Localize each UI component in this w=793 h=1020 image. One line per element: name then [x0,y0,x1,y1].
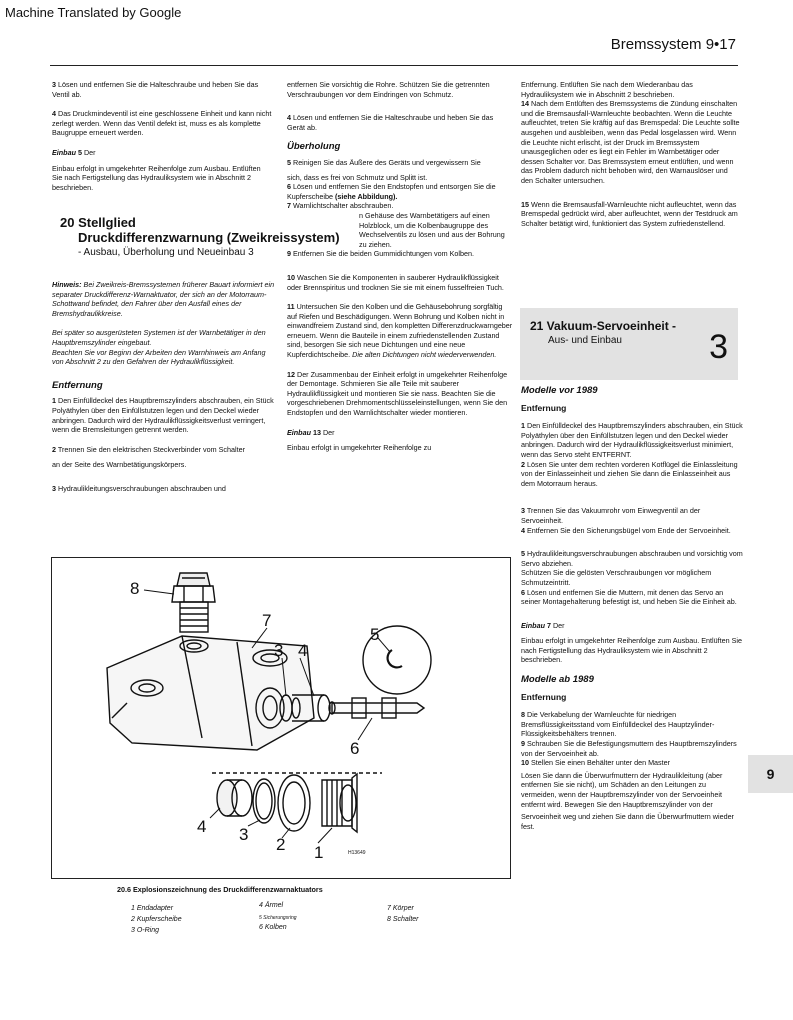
legend-item: 3 O-Ring [131,927,160,934]
step-number: 4 [287,113,291,123]
step-number: 10 [521,758,529,768]
step-number: 10 [287,272,295,282]
section-21-heading [520,308,738,380]
paragraph: Entfernen Sie den Sicherungsbügel vom Ende der Servoeinheit. [525,525,731,535]
paragraph: Servoeinheit weg und ziehen Sie dann die Überwurfmuttern wieder fest. [521,812,734,831]
figure-exploded-view [51,557,511,879]
legend-item: 1 Endadapter [131,905,174,912]
paragraph: Den Einfülldeckel des Hauptbremszylinders abschrauben, ein Stück Polyäthylen über den Einfüllstutzen legen und den Deckel wieder anbringen. Dadurch wird der Hydraulikflüssigkeitsverlust verringert, wenn die Bremsleitungen getrennt werden. [52,396,274,435]
paragraph: Lösen Sie dann die Überwurfmuttern der Hydraulikleitung (aber entfernen Sie sie nicht), um Schäden an den Leitungen zu vermeiden, wenn der Hauptbremszylinder von der Servoeinheit entfernt wird. Bewegen Sie den Hauptbremszylinder von der [521,770,723,809]
step-number: 2 [521,459,525,469]
step-number: 3 [52,80,56,89]
page-header: Bremssystem 9•17 [610,36,736,53]
paragraph: Entfernen Sie die beiden Gummidichtungen vom Kolben. [291,249,474,259]
chapter-tab: 9 [748,755,793,793]
step-number: 11 [287,302,295,312]
paragraph: Schrauben Sie die Befestigungsmuttern des Hauptbremszylinders von der Servoeinheit ab. [521,739,737,758]
paragraph: Der [320,427,335,437]
label-3-upper: 3 [274,641,284,660]
paragraph: Das Druckmindeventil ist eine geschlossene Einheit und kann nicht zerlegt werden. Wenn das Ventil defekt ist, muss es als komplette Baugruppe erneuert werden. [52,109,272,138]
paragraph: Den Einfülldeckel des Hauptbremszylinders abschrauben, ein Stück Polyäthylen über den Einfüllstutzen legen und den Deckel wieder anbringen. Dadurch wird der Hydraulikflüssigkeitsverlust minimiert, wenn das Servo steht ENTFERNT. [521,421,743,459]
step-number: 5 [287,157,291,167]
step-number: 3 [521,506,525,516]
difficulty-rating: 3 [709,328,728,366]
step-number: 12 [287,369,295,379]
paragraph: Nach dem Entlüften des Bremssystems die Zündung einschalten und die Bremsausfall-Warnleuchte beobachten. Wenn die Leuchte aufleuchtet, treten Sie kräftig auf das Bremspedal: Die Leuchte sollte ausgehen und ausbleiben, wenn das Pedal losgelassen wird. Wenn die Leuchte nicht erlischt, ist der Druck im Bremssystem unausgeglichen oder es liegt ein Fehler im Warnbetätiger oder dessen Schalter vor. Das Bremssystem erneut entlüften, und wenn das Problem dadurch nicht behoben wird, den Warnauslöser und den Schalter untersuchen. [521,99,740,185]
paragraph: Warnlichtschalter abschrauben. [291,201,394,211]
label-3-lower: 3 [239,825,249,844]
label-7: 7 [262,611,272,630]
lower-parts [212,773,382,832]
paragraph: an der Seite des Warnbetätigungskörpers. [52,460,187,470]
column-1 [52,80,272,202]
legend-column-1 [131,903,182,936]
label-4-upper: 4 [298,641,308,660]
switch-part [172,573,215,632]
legend-item: 2 Kupferscheibe [131,916,182,923]
paragraph: Untersuchen Sie den Kolben und die Gehäusebohrung sorgfältig auf Riefen und Beschädigungen. Wenn Bohrung und Kolben nicht in einwandfreiem Zustand sind, den kompletten Differenzdruckwarngeber erneuern. Wenn die Bauteile in einem zufriedenstellenden Zustand sind, besorgen Sie sich neue Dichtungen und eine neue Kupferdichtscheibe. [287,302,513,360]
einbau-label: Einbau [52,147,76,157]
step-number: 8 [521,710,525,720]
section-title: 21 Vakuum-Servoeinheit - [530,319,677,333]
step-number: 7 [287,201,291,211]
label-5: 5 [370,625,380,644]
step-number: 7 [544,620,551,630]
paragraph: sich, dass es frei von Schmutz und Splitt ist. [287,172,428,182]
paragraph: Die Verkabelung der Warnleuchte für niedrigen Bremsflüssigkeitsstand vom Einfülldeckel des Hauptzylinder-Flüssigkeitsbehälters trennen. [521,710,715,739]
step-number: 3 [52,483,56,493]
step-number: 6 [287,182,291,192]
paragraph: Einbau erfolgt in umgekehrter Reihenfolge zum Ausbau. Entlüften Sie nach Fertigstellung das Hydrauliksystem wie in Abschnitt 2 beschrieben. [52,163,261,192]
paragraph: Hydraulikleitungsverschraubungen abschrauben und vorsichtig vom Servo abziehen. [521,549,743,568]
label-1: 1 [314,843,324,862]
label-2: 2 [276,835,286,854]
figure-stamp: H13649 [348,850,366,856]
paragraph: Reinigen Sie das Äußere des Geräts und vergewissern Sie [291,157,481,167]
legend-column-3 [387,903,419,925]
note-label: Hinweis: [52,280,82,289]
legend-column-2 [259,900,297,933]
paragraph: Der [550,620,565,630]
step-number: 9 [521,739,525,749]
einbau-label: Einbau [521,620,545,630]
note-text: Beachten Sie vor Beginn der Arbeiten den Warnhinweis am Anfang von Abschnitt 2 zu den Gefahren der Hydraulikflüssigkeit. [52,347,266,367]
note-text: Bei später so ausgerüsteten Systemen ist der Warnbetätiger in den Hauptbremszylinder eingebaut. [52,328,266,347]
step-number: 1 [521,421,525,431]
piston-part [329,698,424,718]
paragraph: Waschen Sie die Komponenten in sauberer Hydraulikflüssigkeit oder Brennspiritus und trocknen Sie sie mit einem fusselfreien Tuch. [287,272,504,292]
step-number: 15 [521,199,529,209]
subheading-modelle-ab-1989: Modelle ab 1989 [521,674,594,686]
paragraph: Einbau erfolgt in umgekehrter Reihenfolge zu [287,443,432,453]
section-subtitle: - Ausbau, Überholung und Neueinbau 3 [78,247,254,258]
subheading-ueberholung: Überholung [287,141,341,153]
label-6: 6 [350,739,360,758]
step-number: 5 [521,549,525,559]
paragraph: n Gehäuse des Warnbetätigers auf einen Holzblock, um die Kolbenbaugruppe des Wechselventils zu lösen und aus der Bohrung zu ziehen. [359,210,505,249]
paragraph: Lösen und entfernen Sie die Halteschraube und heben Sie das Ventil ab. [52,80,259,99]
paragraph: Lösen Sie unter dem rechten vorderen Kotflügel die Einlassleitung von der Einlasseinheit und ziehen Sie dann die Einlasseinheit aus dem Motorraum heraus. [521,459,738,488]
machine-translated-banner: Machine Translated by Google [5,5,182,20]
step-number: 5 [75,147,82,157]
step-number: 2 [52,444,56,454]
note-text: Bei Zweikreis-Bremssystemen früherer Bauart informiert ein separater Druckdifferenz-Warnaktuator, der sich an der Motorraum-Schottwand befindet, den Fahrer über den Ausfall eines der Bremshydraulikkreise. [52,280,275,318]
paragraph: Der Zusammenbau der Einheit erfolgt in umgekehrter Reihenfolge der Demontage. Schmieren Sie alle Teile mit sauberer Hydraulikflüssigkeit und montieren Sie sie nass. Beachten Sie die vorgeschriebenen Drehmomentschlüsseleinstellungen, wenn Sie den Endstopfen und den Warnlichtschalter wieder montieren. [287,369,508,418]
subheading-entfernung: Entfernung [521,691,567,702]
einbau-label: Einbau [287,427,311,437]
paragraph: Lösen und entfernen Sie den Endstopfen und entsorgen Sie die Kupferscheibe [287,182,496,201]
legend-item: 5 Sicherungsring [259,915,297,921]
section-title: 20 Stellglied [60,215,136,230]
section-20-heading [60,215,340,258]
step-number: 14 [521,99,529,109]
step-number: 1 [52,396,56,406]
paragraph: Einbau erfolgt in umgekehrter Reihenfolge zum Ausbau. Entlüften Sie nach Fertigstellung das Hydrauliksystem wie in Abschnitt 2 beschrieben. [521,636,742,665]
step-number: 4 [52,109,56,119]
paragraph-italic: Die alten Dichtungen nicht wiederverwenden. [350,350,497,360]
paragraph: entfernen Sie vorsichtig die Rohre. Schützen Sie die getrennten Verschraubungen vor dem Eindringen von Schmutz. [287,80,490,99]
paragraph: Hydraulikleitungsverschraubungen abschrauben und [56,483,226,493]
paragraph: Entfernung. Entlüften Sie nach dem Wiederanbau das Hydrauliksystem wie in Abschnitt 2 beschrieben. [521,80,693,99]
paragraph: Trennen Sie das Vakuumrohr vom Einwegventil an der Servoeinheit. [521,506,701,525]
legend-item: 4 Ärmel [259,902,284,909]
column-2 [287,80,513,463]
subheading-entfernung: Entfernung [52,379,103,391]
paragraph: Schützen Sie die gelösten Verschraubungen vor möglichem Schmutzeintritt. [521,568,712,587]
section-title: Druckdifferenzwarnung (Zweikreissystem) [78,230,340,245]
legend-item: 6 Kolben [259,924,287,931]
step-number: 6 [521,587,525,597]
column-3-lower [521,386,743,841]
paragraph: Wenn die Bremsausfall-Warnleuchte nicht aufleuchtet, wenn das Bremspedal gedrückt wird, aber aufleuchtet, wenn der Testdruck am Schalter betätigt wird, funktioniert das System zufriedenstellend. [521,199,738,228]
header-rule [50,65,738,66]
figure-caption: 20.6 Explosionszeichnung des Druckdifferenzwarnaktuators [117,885,323,894]
exploded-diagram [52,558,510,878]
paragraph: Trennen Sie den elektrischen Steckverbinder vom Schalter [56,444,245,454]
paragraph: Lösen und entfernen Sie die Halteschraube und heben Sie das Gerät ab. [287,113,494,132]
subheading-entfernung: Entfernung [521,402,567,413]
legend-item: 8 Schalter [387,916,419,923]
paragraph: Lösen und entfernen Sie die Muttern, mit denen das Servo an seiner Montagehalterung befestigt ist, und heben Sie die Einheit ab. [521,587,737,607]
legend-item: 7 Körper [387,905,414,912]
column-1-lower [52,280,276,504]
label-4-lower: 4 [197,817,207,836]
label-8: 8 [130,579,140,598]
column-3 [521,80,741,238]
paragraph: Der [81,147,96,157]
figure-reference: (siehe Abbildung). [332,191,398,201]
step-number: 4 [521,525,525,535]
subheading-modelle-vor-1989: Modelle vor 1989 [521,385,598,396]
paragraph: Stellen Sie einen Behälter unter den Master [529,758,671,768]
section-subtitle: Aus- und Einbau [548,335,622,346]
step-number: 13 [310,427,321,437]
step-number: 9 [287,249,291,259]
